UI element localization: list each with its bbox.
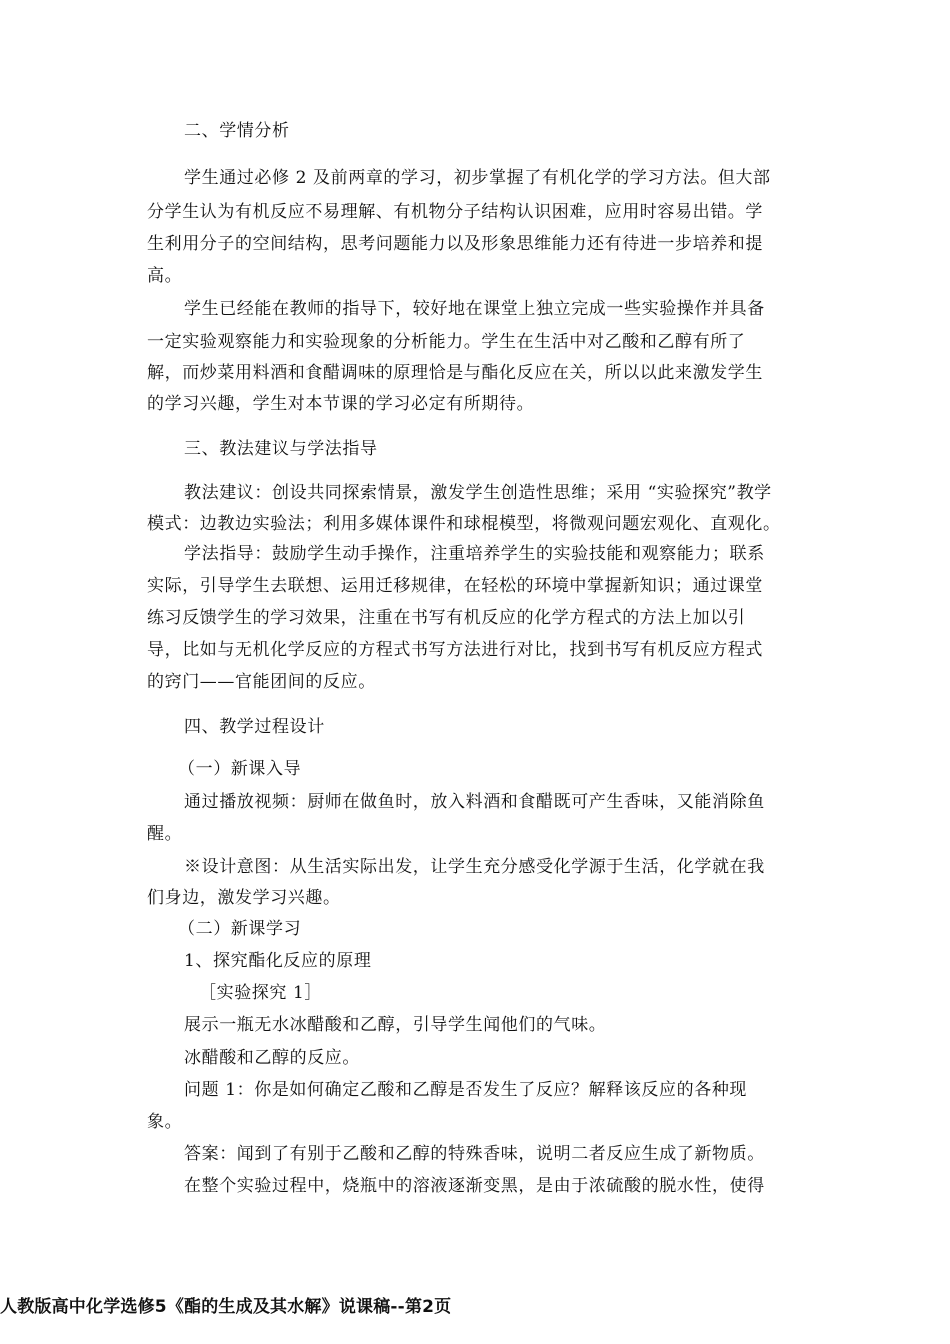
paragraph-line: 实际，引导学生去联想、运用迁移规律，在轻松的环境中掌握新知识；通过课堂 — [147, 576, 763, 596]
subsection-heading: （一）新课入导 — [178, 759, 302, 779]
paragraph-line: 醒。 — [147, 824, 183, 844]
paragraph-line: 导，比如与无机化学反应的方程式书写方法进行对比，找到书写有机反应方程式 — [147, 640, 763, 660]
paragraph-line: 冰醋酸和乙醇的反应。 — [184, 1048, 360, 1068]
section-heading: 三、教法建议与学法指导 — [184, 439, 378, 459]
paragraph-line: 一定实验观察能力和实验现象的分析能力。学生在生活中对乙酸和乙醇有所了 — [147, 332, 746, 352]
paragraph-line: 的学习兴趣，学生对本节课的学习必定有所期待。 — [147, 394, 535, 414]
paragraph-line: 学法指导：鼓励学生动手操作，注重培养学生的实验技能和观察能力；联系 — [184, 544, 765, 564]
paragraph-line: 问题 1：你是如何确定乙酸和乙醇是否发生了反应？解释该反应的各种现 — [184, 1080, 748, 1100]
paragraph-line: 生利用分子的空间结构，思考问题能力以及形象思维能力还有待进一步培养和提 — [147, 234, 763, 254]
section-heading: 二、学情分析 — [184, 121, 290, 141]
paragraph-line: 高。 — [147, 266, 183, 286]
paragraph-line: 模式：边教边实验法；利用多媒体课件和球棍模型，将微观问题宏观化、直观化。 — [147, 514, 781, 534]
paragraph-line: 象。 — [147, 1112, 183, 1132]
paragraph-line: 练习反馈学生的学习效果，注重在书写有机反应的化学方程式的方法上加以引 — [147, 608, 746, 628]
paragraph-line: 学生通过必修 2 及前两章的学习，初步掌握了有机化学的学习方法。但大部 — [184, 168, 771, 188]
paragraph-line: 解，而炒菜用料酒和食醋调味的原理恰是与酯化反应在关，所以以此来激发学生 — [147, 363, 763, 383]
paragraph-line: 在整个实验过程中，烧瓶中的溶液逐渐变黑，是由于浓硫酸的脱水性，使得 — [184, 1176, 765, 1196]
paragraph-line: ［实验探究 1］ — [199, 983, 323, 1003]
paragraph-line: 们身边，激发学习兴趣。 — [147, 888, 341, 908]
paragraph-line: 1、探究酯化反应的原理 — [184, 951, 372, 971]
paragraph-line: 分学生认为有机反应不易理解、有机物分子结构认识困难，应用时容易出错。学 — [147, 202, 763, 222]
section-heading: 四、教学过程设计 — [184, 717, 325, 737]
page-footer: 人教版高中化学选修5《酯的生成及其水解》说课稿--第2页 — [0, 1297, 452, 1317]
paragraph-line: ※设计意图：从生活实际出发，让学生充分感受化学源于生活，化学就在我 — [184, 857, 765, 877]
paragraph-line: 学生已经能在教师的指导下，较好地在课堂上独立完成一些实验操作并具备 — [184, 299, 765, 319]
paragraph-line: 答案：闻到了有别于乙酸和乙醇的特殊香味，说明二者反应生成了新物质。 — [184, 1144, 765, 1164]
paragraph-line: 的窍门——官能团间的反应。 — [147, 672, 376, 692]
paragraph-line: 教法建议：创设共同探索情景，激发学生创造性思维；采用 “实验探究”教学 — [184, 483, 772, 503]
subsection-heading: （二）新课学习 — [178, 919, 302, 939]
paragraph-line: 展示一瓶无水冰醋酸和乙醇，引导学生闻他们的气味。 — [184, 1015, 607, 1035]
paragraph-line: 通过播放视频：厨师在做鱼时，放入料酒和食醋既可产生香味，又能消除鱼 — [184, 792, 765, 812]
